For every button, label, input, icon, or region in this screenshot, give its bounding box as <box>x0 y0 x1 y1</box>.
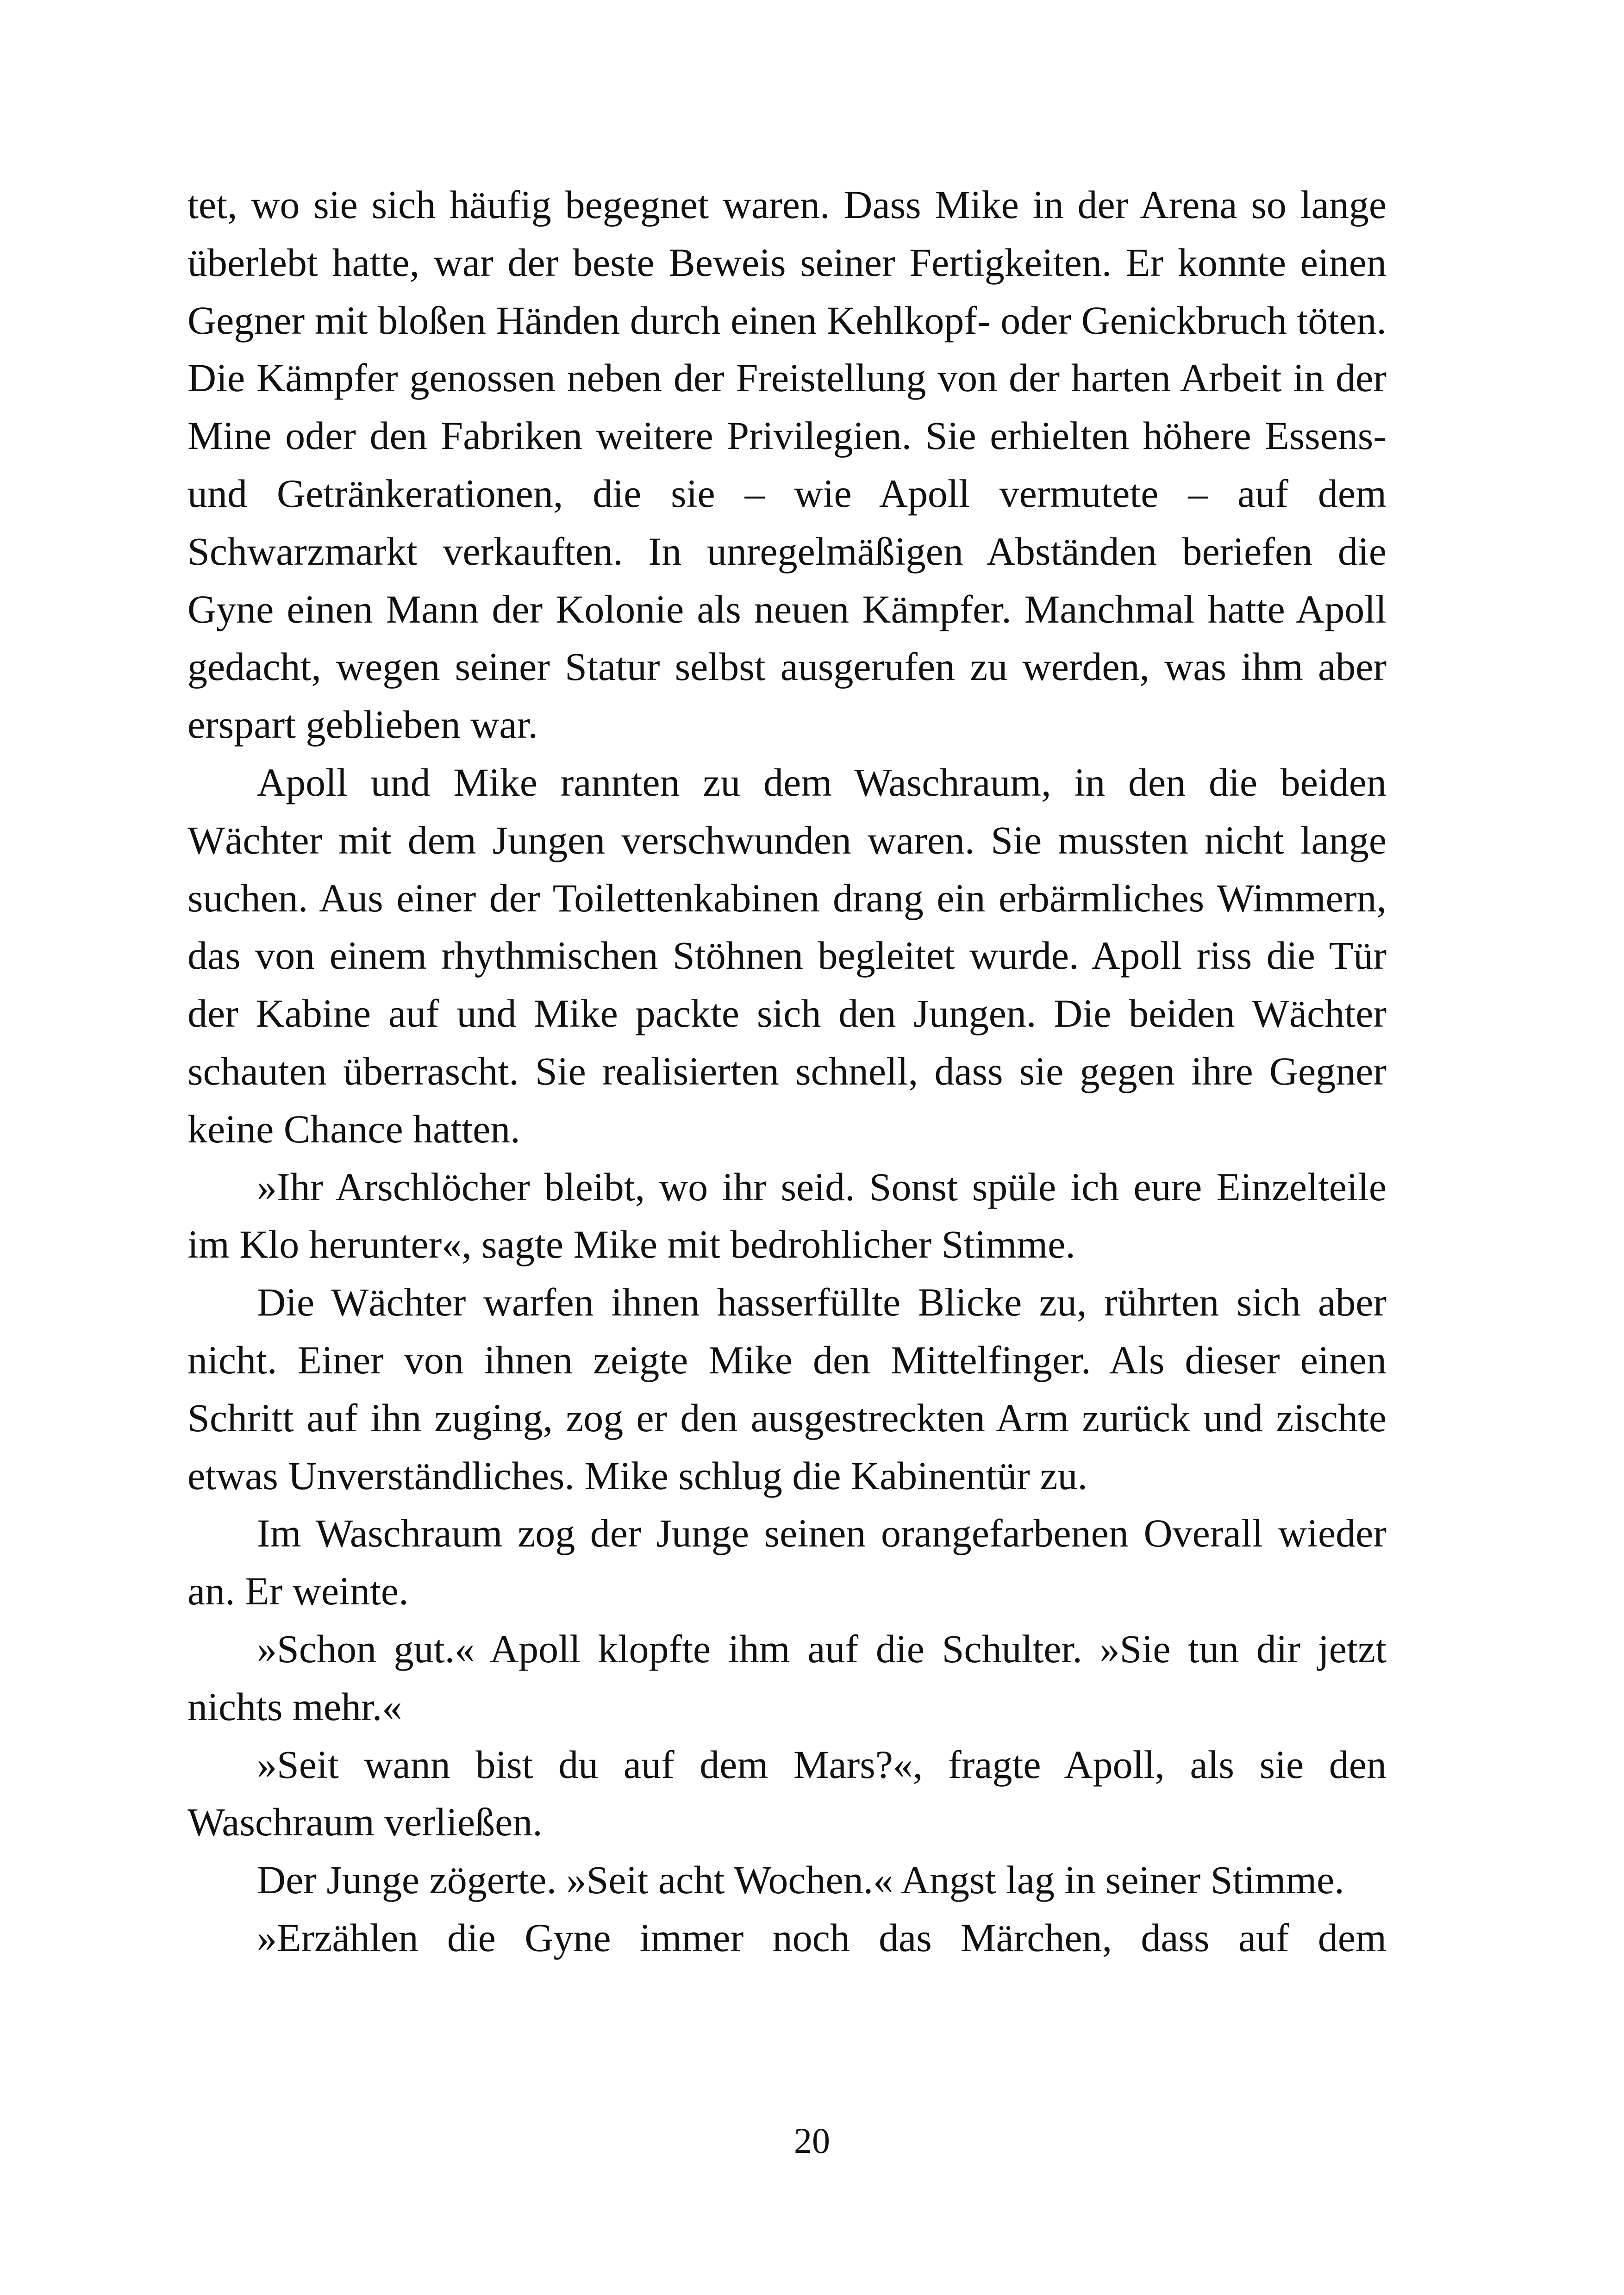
paragraph: Apoll und Mike rannten zu dem Waschraum, in den die beiden Wächter mit dem Jungen verschwunden waren. Sie mussten nicht lange suchen. Aus einer der Toilettenkabinen drang ein erbärmliches Wimmern, das von einem rhythmischen Stöhnen begleitet wurde. Apoll riss die Tür der Kabine auf und Mike packte sich den Jungen. Die beiden Wächter schauten überrascht. Sie realisierten schnell, dass sie gegen ihre Gegner keine Chance hatten. <box>187 760 1387 1151</box>
paragraph: Der Junge zögerte. »Seit acht Wochen.« Angst lag in seiner Stimme. <box>257 1858 1344 1902</box>
page-number: 20 <box>794 2120 830 2161</box>
paragraph-last: »Erzählen die Gyne immer noch das Märchen, dass auf dem <box>257 1915 1387 1960</box>
paragraph: Im Waschraum zog der Junge seinen orangefarbenen Overall wieder an. Er weinte. <box>187 1511 1387 1614</box>
paragraph: »Ihr Arschlöcher bleibt, wo ihr seid. Sonst spüle ich eure Einzelteile im Klo herunter«, sagte Mike mit bedrohlicher Stimme. <box>187 1164 1387 1267</box>
paragraph: »Schon gut.« Apoll klopfte ihm auf die Schulter. »Sie tun dir jetzt nichts mehr.« <box>187 1626 1387 1729</box>
paragraph: »Seit wann bist du auf dem Mars?«, fragte Apoll, als sie den Waschraum verließen. <box>187 1742 1387 1845</box>
body-text <box>187 176 1387 1967</box>
paragraph-continued: tet, wo sie sich häufig begegnet waren. Dass Mike in der Arena so lange überlebt hatte, war der beste Beweis seiner Fertigkeiten. Er konnte einen Gegner mit bloßen Händen durch einen Kehlkopf- oder Genickbruch töten. Die Kämpfer genossen neben der Freistellung von der harten Arbeit in der Mine oder den Fabriken weitere Privilegien. Sie erhielten höhere Essens- und Getränkerationen, die sie – wie Apoll vermutete – auf dem Schwarzmarkt verkauften. In unregelmäßigen Abständen beriefen die Gyne einen Mann der Kolonie als neuen Kämpfer. Manchmal hatte Apoll gedacht, wegen seiner Statur selbst ausgerufen zu werden, was ihm aber erspart geblieben war. <box>187 182 1387 747</box>
paragraph: Die Wächter warfen ihnen hasserfüllte Blicke zu, rührten sich aber nicht. Einer von ihnen zeigte Mike den Mittelfinger. Als dieser einen Schritt auf ihn zuging, zog er den ausgestreckten Arm zurück und zischte etwas Unverständliches. Mike schlug die Kabinentür zu. <box>187 1280 1387 1498</box>
